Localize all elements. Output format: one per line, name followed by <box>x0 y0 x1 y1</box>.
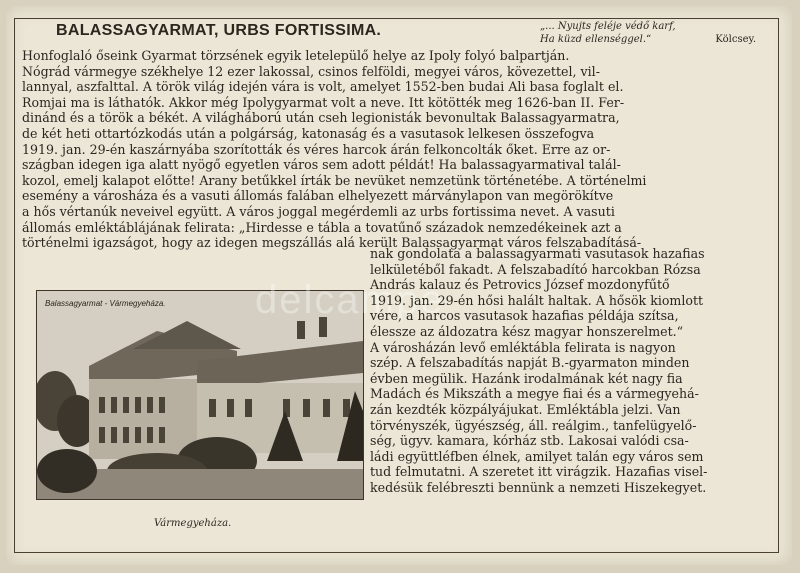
text-line: lelkületéből fakadt. A felszabadító harcokban Rózsa <box>370 261 701 277</box>
text-line: Nógrád vármegye székhelye 12 ezer lakossal, csinos felföldi, megyei város, kövezettel, vil- <box>22 63 600 79</box>
text-line: törvényszék, ügyészség, áll. reálgim., tanfelügyelő- <box>370 417 697 433</box>
photo-caption: Vármegyeháza. <box>154 518 232 529</box>
page-title: BALASSAGYARMAT, URBS FORTISSIMA. <box>56 22 382 39</box>
quote-line-2: Ha küzd ellenséggel.“ <box>540 34 652 45</box>
text-line: évben megülik. Hazánk irodalmának két nagy fia <box>370 370 683 386</box>
text-line: szép. A felszabadítás napját B.-gyarmaton minden <box>370 355 690 371</box>
text-line: állomás emléktáblájának felirata: „Hirdesse e tábla a tovatűnő századok nemzedékeinek azt a <box>22 219 622 235</box>
text-line: András kalauz és Petrovics József mozdonyfűtő <box>370 277 670 293</box>
quote-author: Kölcsey. <box>715 34 756 45</box>
text-line: lannyal, aszfalttal. A török világ idején vára is volt, amelyet 1552-ben budai Ali basa foglalt el. <box>22 79 624 95</box>
text-line: zán kezdték közpályájukat. Emléktábla jelzi. Van <box>370 401 681 417</box>
text-line: vére, a harcos vasutasok hazafias példája szítsa, <box>370 308 679 324</box>
text-line: Honfoglaló őseink Gyarmat törzsének egyik letelepülő helye az Ipoly folyó balpartján. <box>22 48 570 63</box>
text-line: Romjai ma is láthatók. Akkor még Ipolygyarmat volt a neve. Itt kötötték meg 1626-ban II. Fer- <box>22 94 625 110</box>
text-line: szágban idegen iga alatt nyögő egyetlen város sem adott példát! Ha balassagyarmatival talál- <box>22 157 621 173</box>
text-line: ládi együttléfben élnek, amilyet talán egy város sem <box>370 448 704 464</box>
text-line: nak gondolata a balassagyarmati vasutasok hazafias <box>370 246 705 261</box>
text-line: 1919. jan. 29-én kaszárnyába szorították és véres harcok árán felkoncolták őket. Erre az or- <box>22 141 611 157</box>
quote-line-1: „... Nyujts feléje védő karf, <box>540 21 676 32</box>
text-line: de két heti ottartózkodás után a polgárság, katonaság és a vasutasok lelkesen összefogva <box>22 125 595 141</box>
text-line: ség, ügyv. kamara, kórház stb. Lakosai valódi csa- <box>370 433 689 449</box>
text-line: történelmi igazságot, hogy az idegen megszállás alá került Balassagyarmat város felszabadításá- <box>22 235 642 251</box>
text-line: Madách és Mikszáth a megye fiai és a vármegyehá- <box>370 386 699 402</box>
body-text-full-width <box>22 48 766 251</box>
epigraph-quote <box>540 20 780 46</box>
text-line: dinánd és a török a békét. A világháború után cseh legionisták bevonultak Balassagyarmatra, <box>22 110 620 126</box>
text-line: tud felmutatni. A szeretet itt virágzik. Hazafias visel- <box>370 464 708 480</box>
text-line: kedésük felébreszti bennünk a nemzeti Hiszekegyet. <box>370 479 707 495</box>
text-line: kozol, emelj kalapot előtte! Arany betűkkel írták be nevüket nemzetünk történetébe. A történelmi <box>22 172 647 188</box>
text-line: A városházán levő emléktábla felirata is nagyon <box>370 339 676 355</box>
text-line: a hős vértanúk neveivel együtt. A város joggal megérdemli az urbs fortissima nevet. A vasuti <box>22 203 615 219</box>
body-text-side-column <box>370 246 766 496</box>
text-line: 1919. jan. 29-én hősi halált haltak. A hősök kiomlott <box>370 292 704 308</box>
photo-label: Balassagyarmat - Vármegyeháza. <box>45 299 166 308</box>
text-line: esemény a városháza és a vasuti állomás falában elhelyezett márványlapon van megörökítve <box>22 188 614 204</box>
text-line: élessze az áldozatra kész magyar honszerelmet.“ <box>370 323 684 339</box>
watermark: delcampe <box>255 278 445 322</box>
